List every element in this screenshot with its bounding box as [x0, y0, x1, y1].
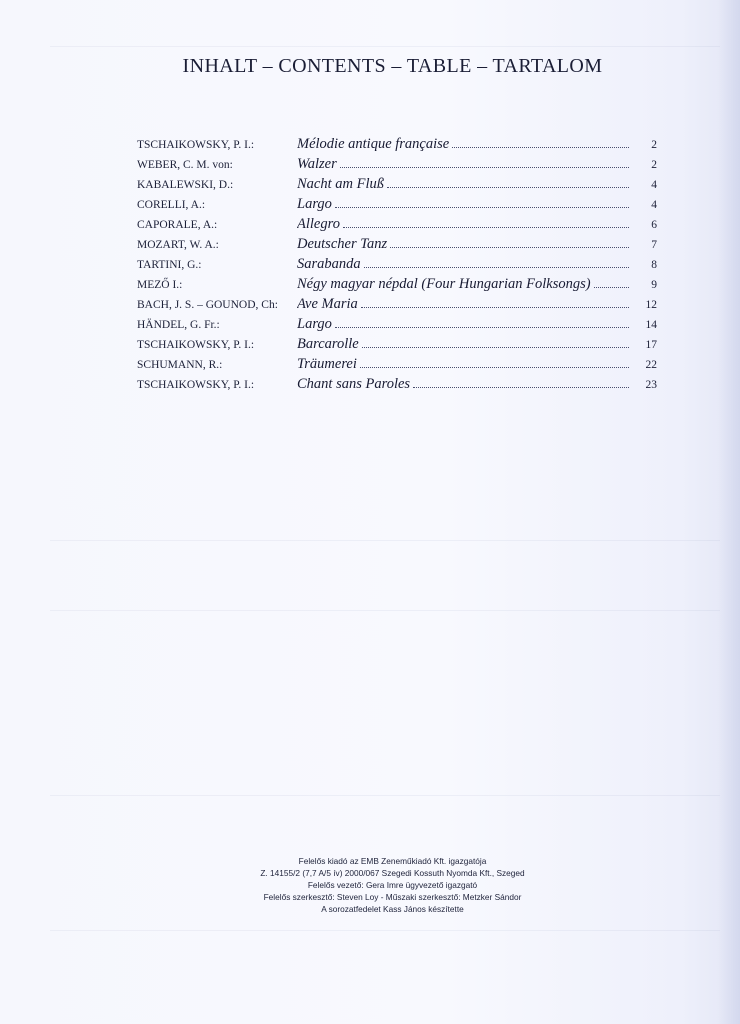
dot-leader	[361, 295, 629, 308]
toc-composer: TSCHAIKOWSKY, P. I.:	[137, 379, 255, 391]
toc-work-wrap	[297, 234, 629, 254]
toc-composer: MOZART, W. A.:	[137, 239, 219, 251]
toc-composer: BACH, J. S. – GOUNOD, Ch:	[137, 299, 278, 311]
dot-leader	[594, 275, 629, 288]
toc-work-wrap	[297, 174, 629, 194]
table-of-contents	[137, 134, 657, 394]
toc-page-number: 4	[651, 179, 657, 191]
dot-leader	[335, 195, 629, 208]
toc-composer: WEBER, C. M. von:	[137, 159, 233, 171]
imprint-line: Felelős szerkesztő: Steven Loy - Műszaki szerkesztő: Metzker Sándor	[263, 892, 522, 902]
toc-work-wrap	[297, 254, 629, 274]
toc-entry	[137, 254, 657, 274]
toc-work-wrap	[297, 214, 629, 234]
toc-entry	[137, 334, 657, 354]
toc-work-wrap	[297, 314, 629, 334]
toc-page-number: 8	[651, 259, 657, 271]
toc-entry	[137, 314, 657, 334]
toc-page-number: 2	[651, 159, 657, 171]
dot-leader	[335, 315, 629, 328]
dot-leader	[452, 135, 629, 148]
show-through-line	[50, 46, 720, 47]
show-through-line	[50, 795, 720, 796]
toc-entry	[137, 134, 657, 154]
toc-composer: TSCHAIKOWSKY, P. I.:	[137, 139, 255, 151]
toc-work-wrap	[297, 294, 629, 314]
toc-work-title: Nacht am Fluß	[297, 176, 384, 192]
toc-composer: MEZŐ I.:	[137, 279, 183, 291]
toc-page-number: 17	[645, 339, 657, 351]
toc-page-number: 6	[651, 219, 657, 231]
toc-work-title: Walzer	[297, 156, 337, 172]
publisher-imprint	[0, 855, 740, 915]
toc-work-title: Ave Maria	[297, 296, 358, 312]
toc-entry	[137, 234, 657, 254]
toc-work-wrap	[297, 194, 629, 214]
toc-composer: SCHUMANN, R.:	[137, 359, 223, 371]
imprint-line: A sorozatfedelet Kass János készítette	[321, 904, 464, 914]
toc-composer: CAPORALE, A.:	[137, 219, 218, 231]
toc-composer: TSCHAIKOWSKY, P. I.:	[137, 339, 255, 351]
toc-work-title: Barcarolle	[297, 336, 359, 352]
toc-page-number: 7	[651, 239, 657, 251]
toc-entry	[137, 354, 657, 374]
imprint-line: Z. 14155/2 (7,7 A/5 ív) 2000/067 Szegedi Kossuth Nyomda Kft., Szeged	[260, 868, 525, 878]
toc-work-wrap	[297, 334, 629, 354]
dot-leader	[413, 375, 629, 388]
toc-work-wrap	[297, 274, 629, 294]
toc-composer: CORELLI, A.:	[137, 199, 206, 211]
toc-work-title: Largo	[297, 316, 332, 332]
show-through-line	[50, 930, 720, 931]
toc-work-title: Deutscher Tanz	[297, 236, 388, 252]
toc-entry	[137, 154, 657, 174]
imprint-line: Felelős vezető: Gera Imre ügyvezető igazgató	[307, 880, 478, 890]
toc-work-title: Chant sans Paroles	[297, 376, 411, 392]
toc-composer: HÄNDEL, G. Fr.:	[137, 319, 220, 331]
imprint-line: Felelős kiadó az EMB Zeneműkiadó Kft. igazgatója	[298, 856, 487, 866]
toc-work-title: Allegro	[297, 216, 340, 232]
toc-work-wrap	[297, 154, 629, 174]
toc-work-title: Largo	[297, 196, 332, 212]
show-through-line	[50, 610, 720, 611]
toc-composer: KABALEWSKI, D.:	[137, 179, 234, 191]
dot-leader	[343, 215, 629, 228]
toc-entry	[137, 274, 657, 294]
toc-entry	[137, 194, 657, 214]
dot-leader	[390, 235, 629, 248]
dot-leader	[387, 175, 629, 188]
toc-composer: TARTINI, G.:	[137, 259, 202, 271]
toc-work-title: Mélodie antique française	[297, 136, 450, 152]
dot-leader	[360, 355, 629, 368]
toc-entry	[137, 374, 657, 394]
toc-work-title: Négy magyar népdal (Four Hungarian Folksongs)	[297, 276, 591, 292]
toc-page-number: 12	[645, 299, 657, 311]
toc-work-title: Träumerei	[297, 356, 357, 372]
dot-leader	[362, 335, 629, 348]
toc-page-number: 2	[651, 139, 657, 151]
toc-page-number: 22	[645, 359, 657, 371]
toc-entry	[137, 214, 657, 234]
toc-entry	[137, 174, 657, 194]
toc-page-number: 4	[651, 199, 657, 211]
toc-work-wrap	[297, 134, 629, 154]
toc-work-wrap	[297, 354, 629, 374]
toc-entry	[137, 294, 657, 314]
toc-work-wrap	[297, 374, 629, 394]
toc-work-title: Sarabanda	[297, 256, 361, 272]
dot-leader	[340, 155, 629, 168]
toc-page-number: 14	[645, 319, 657, 331]
toc-page-number: 23	[645, 379, 657, 391]
page-title: INHALT – CONTENTS – TABLE – TARTALOM	[182, 55, 603, 77]
dot-leader	[364, 255, 629, 268]
show-through-line	[50, 540, 720, 541]
toc-page-number: 9	[651, 279, 657, 291]
